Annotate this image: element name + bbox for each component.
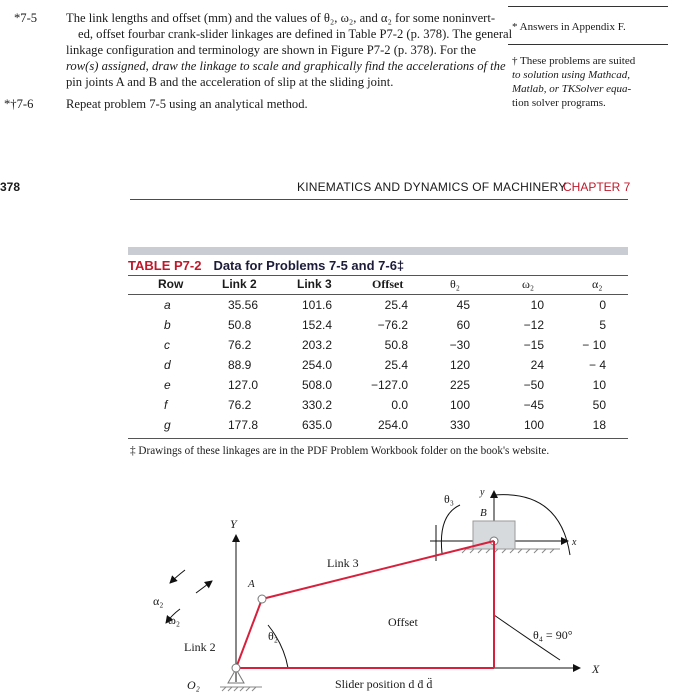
sidebar-line: tion solver programs.: [512, 97, 606, 109]
sidebar-note-solver: [512, 54, 662, 110]
table-cell: 88.9: [228, 358, 252, 372]
table-cell: 76.2: [228, 338, 252, 352]
table-rule-bottom: [128, 438, 628, 439]
row-label: a: [164, 298, 171, 312]
table-cell: 177.8: [228, 418, 259, 432]
table-rule-header: [128, 294, 628, 295]
table-cell: −12: [523, 318, 544, 332]
table-cell: 60: [456, 318, 470, 332]
table-cell: 45: [456, 298, 470, 312]
table-cell: −76.2: [377, 318, 408, 332]
table-cell: 0.0: [391, 398, 408, 412]
row-label: e: [164, 378, 171, 392]
problem-line: row(s) assigned, draw the linkage to scale and graphically find the accelerations of the: [66, 59, 506, 73]
problem-line: The link lengths and offset (mm) and the values of θ₂, ω₂, and α₂ for some noninvert-: [66, 11, 496, 25]
problem-line: linkage configuration and terminology are shown in Figure P7-2 (p. 378). For the: [66, 43, 476, 57]
link2-label: Link 2: [184, 640, 216, 654]
table-cell: 25.4: [384, 358, 408, 372]
table-cell: 225: [449, 378, 470, 392]
table-cell: 635.0: [302, 418, 333, 432]
problem-line: pin joints A and B and the acceleration of slip at the sliding joint.: [66, 75, 394, 89]
table-cell: 10: [592, 378, 606, 392]
col-header-omega2: ω₂: [522, 277, 535, 291]
table-cell: 101.6: [302, 298, 333, 312]
alpha2-arrow: [170, 570, 185, 583]
sidebar-rule: [508, 44, 668, 45]
col-header-offset: Offset: [372, 277, 404, 291]
table-cell: 76.2: [228, 398, 252, 412]
problem-number: *7-5: [14, 11, 38, 25]
local-x-label: x: [572, 537, 577, 548]
table-cell: 0: [599, 298, 606, 312]
point-b-label: B: [480, 507, 487, 519]
slider-position-label: Slider position d ḋ d̈: [335, 677, 433, 691]
linkage-figure: [0, 465, 691, 700]
x-axis-label: X: [592, 662, 600, 676]
table-cell: 50.8: [384, 338, 408, 352]
table-cell: 330.2: [302, 398, 333, 412]
table-cell: 152.4: [302, 318, 333, 332]
problem-text: [66, 96, 526, 112]
pin-o2: [232, 664, 240, 672]
table-cell: 120: [449, 358, 470, 372]
problem-text: [66, 10, 526, 90]
table-cell: 50.8: [228, 318, 252, 332]
table-top-bar: [128, 247, 628, 255]
table-cell: − 4: [588, 358, 606, 372]
table-cell: 24: [530, 358, 544, 372]
row-label: g: [164, 418, 171, 432]
table-cell: 330: [449, 418, 470, 432]
offset-label: Offset: [388, 615, 418, 629]
col-header-theta2: θ₂: [450, 277, 460, 291]
omega2-label: ω₂: [168, 613, 181, 627]
ground-hatch: [220, 687, 262, 691]
chapter-label: CHAPTER 7: [563, 180, 631, 194]
col-header-row: Row: [158, 277, 184, 291]
table-cell: 254.0: [377, 418, 408, 432]
row-label: c: [164, 338, 170, 352]
running-title: KINEMATICS AND DYNAMICS OF MACHINERY: [297, 180, 567, 194]
page-number: 378: [0, 180, 21, 194]
theta2-label: θ₂: [268, 629, 278, 643]
problem-7-5: [14, 10, 514, 92]
table-cell: 254.0: [302, 358, 333, 372]
table-cell: 203.2: [302, 338, 333, 352]
table-cell: 50: [592, 398, 606, 412]
table-cell: 508.0: [302, 378, 333, 392]
table-cell: 5: [599, 318, 606, 332]
table-cell: −127.0: [370, 378, 408, 392]
theta3-label: θ₃: [444, 492, 454, 506]
sidebar-note-answers: * Answers in Appendix F.: [512, 21, 626, 33]
col-header-link3: Link 3: [297, 277, 332, 291]
table-footnote: ‡ Drawings of these linkages are in the PDF Problem Workbook folder on the book's website.: [130, 445, 550, 457]
omega-leader: [196, 581, 212, 593]
sidebar-line: to solution using Mathcad,: [512, 69, 630, 81]
table-caption: Data for Problems 7-5 and 7-6‡: [213, 258, 405, 273]
table-cell: −50: [523, 378, 544, 392]
table-cell: −15: [523, 338, 544, 352]
link3-label: Link 3: [327, 556, 359, 570]
col-header-alpha2: α₂: [592, 277, 603, 291]
table-cell: −45: [523, 398, 544, 412]
header-rule: [130, 199, 628, 200]
link-3: [262, 541, 494, 599]
link-2: [236, 599, 262, 668]
problem-number: *†7-6: [4, 97, 34, 111]
problem-7-6: [4, 96, 504, 114]
row-label: f: [164, 398, 168, 412]
theta4-label: θ₄ = 90°: [533, 628, 573, 642]
alpha2-label: α₂: [153, 594, 164, 608]
table-cell: 10: [530, 298, 544, 312]
table-cell: 18: [592, 418, 606, 432]
row-label: d: [164, 358, 171, 372]
problem-line: Repeat problem 7-5 using an analytical method.: [66, 97, 308, 111]
sidebar-rule: [508, 6, 668, 7]
table-cell: 100: [523, 418, 544, 432]
pin-a: [258, 595, 266, 603]
table-rule-top: [128, 275, 628, 276]
row-label: b: [164, 318, 171, 332]
o2-label: O₂: [187, 678, 200, 692]
problem-line: ed, offset fourbar crank-slider linkages are defined in Table P7-2 (p. 378). The general: [78, 27, 513, 41]
table-cell: 127.0: [228, 378, 259, 392]
table-cell: −30: [449, 338, 470, 352]
point-a-label: A: [248, 578, 255, 590]
table-label: TABLE P7-2: [128, 258, 202, 273]
sidebar-line: † These problems are suited: [512, 55, 636, 67]
table-cell: 35.56: [228, 298, 259, 312]
table-cell: 100: [449, 398, 470, 412]
col-header-link2: Link 2: [222, 277, 257, 291]
sidebar-line: Matlab, or TKSolver equa-: [512, 83, 632, 95]
local-y-label: y: [480, 487, 485, 498]
slider-ground: [460, 549, 560, 553]
y-axis-label: Y: [230, 517, 237, 531]
theta3-arc: [441, 505, 460, 553]
table-title: [128, 258, 404, 273]
table-cell: 25.4: [384, 298, 408, 312]
table-cell: − 10: [582, 338, 606, 352]
